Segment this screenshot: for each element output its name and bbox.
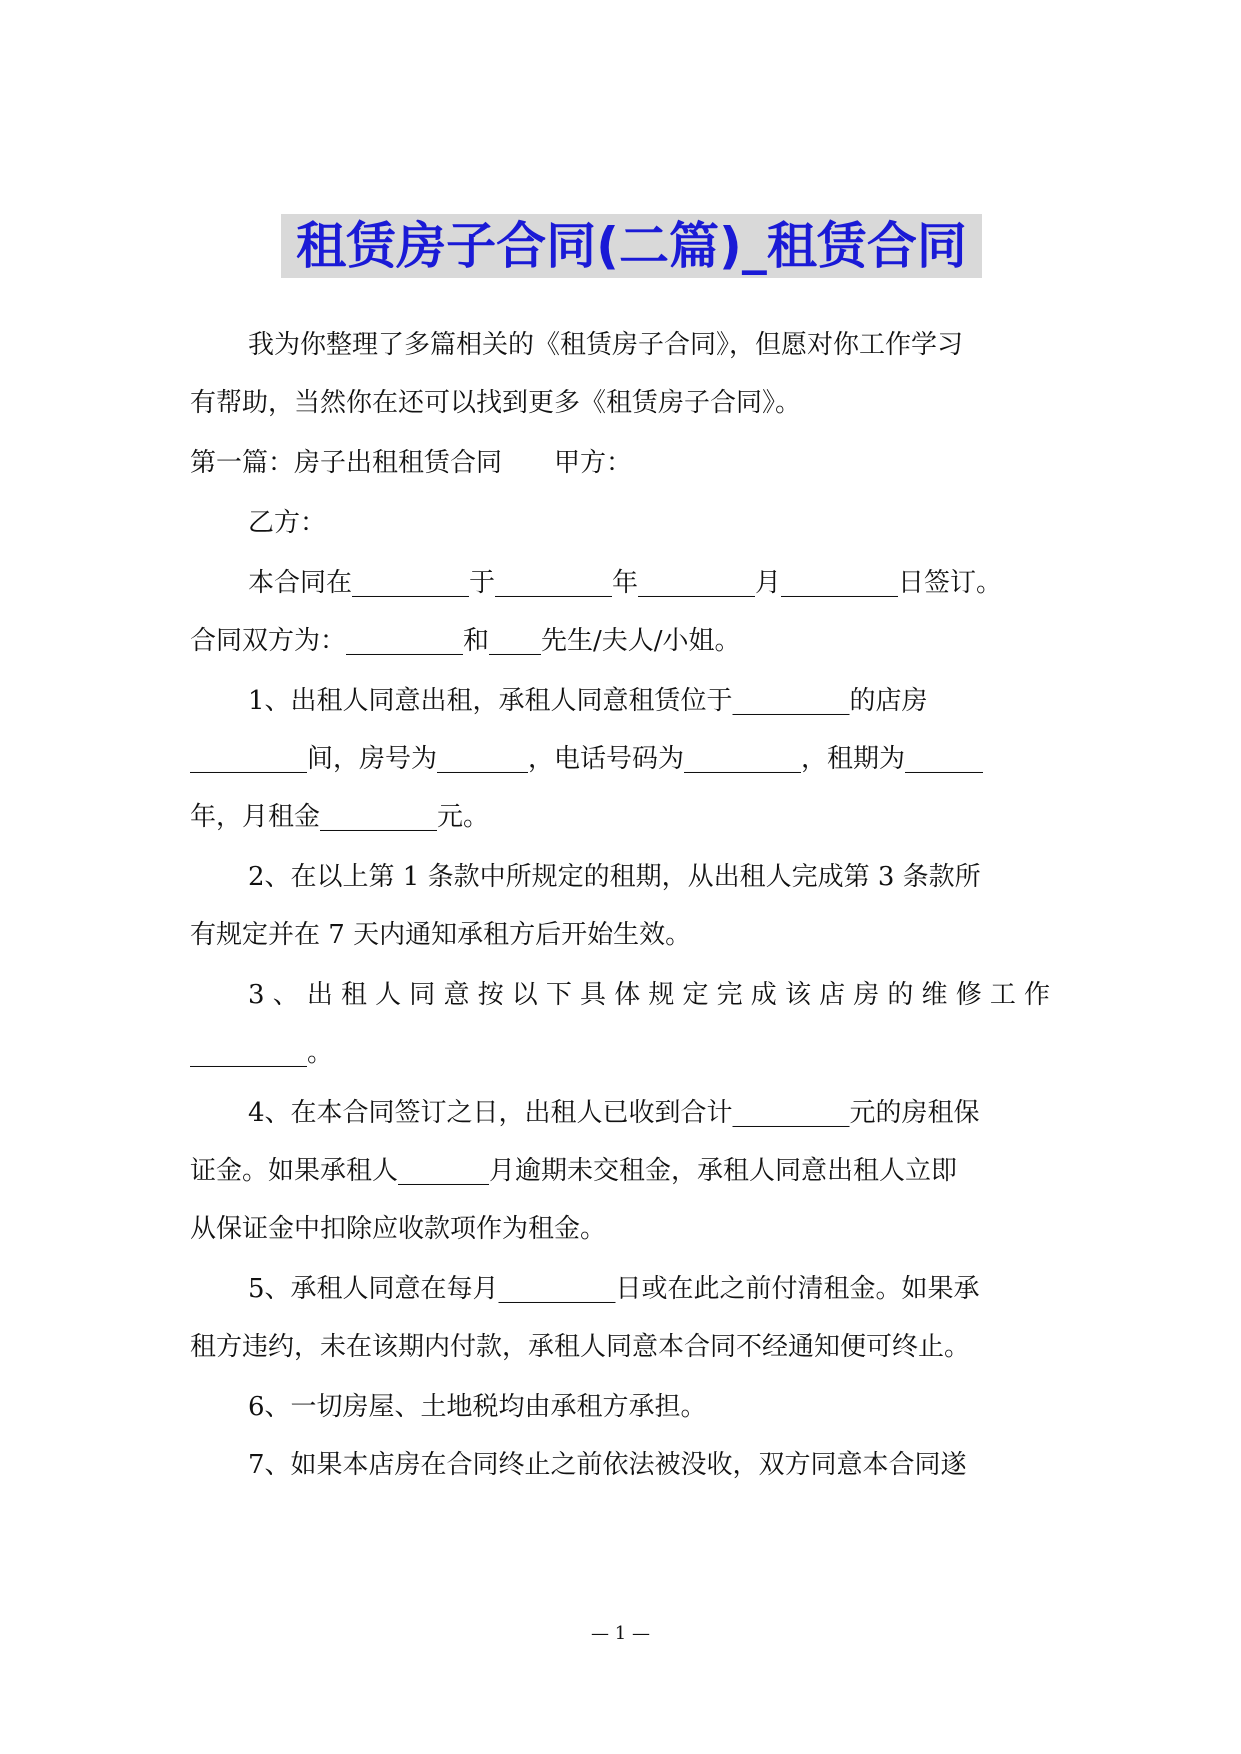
section-heading: 第一篇：房子出租租赁合同 甲方： <box>190 448 633 478</box>
clause-line: 年，月租金_________元。 <box>190 802 490 832</box>
clause-line: 有规定并在 7 天内通知承租方后开始生效。 <box>190 920 692 950</box>
clause-line: 4、在本合同签订之日，出租人已收到合计_________元的房租保 <box>248 1098 980 1128</box>
clause-line: _________。 <box>190 1038 334 1068</box>
clause-line: 1、出租人同意出租，承租人同意租赁位于_________的店房 <box>248 686 928 716</box>
paragraph-line: 乙方： <box>248 508 327 538</box>
paragraph-line: 我为你整理了多篇相关的《租赁房子合同》，但愿对你工作学习 <box>248 330 964 360</box>
clause-line: 6、一切房屋、土地税均由承租方承担。 <box>248 1392 707 1422</box>
paragraph-line: 有帮助，当然你在还可以找到更多《租赁房子合同》。 <box>190 388 802 418</box>
document-title: 租赁房子合同(二篇)_租赁合同 <box>296 217 967 275</box>
clause-line: 从保证金中扣除应收款项作为租金。 <box>190 1214 607 1244</box>
page-number: — 1 — <box>591 1623 650 1644</box>
clause-line: 3、出租人同意按以下具体规定完成该店房的维修工作 <box>248 980 1050 1010</box>
clause-line: 租方违约，未在该期内付款，承租人同意本合同不经通知便可终止。 <box>190 1332 971 1362</box>
paragraph-line: 本合同在_________于_________年_________月_________日签订。 <box>248 568 1003 598</box>
paragraph-line: 合同双方为：_________和____先生/夫人/小姐。 <box>190 626 741 656</box>
clause-line: _________间，房号为_______，电话号码为_________，租期为______ <box>190 744 984 774</box>
clause-line: 5、承租人同意在每月_________日或在此之前付清租金。如果承 <box>248 1274 980 1304</box>
title-highlight <box>281 214 982 278</box>
clause-line: 证金。如果承租人_______月逾期未交租金，承租人同意出租人立即 <box>190 1156 958 1186</box>
clause-line: 7、如果本店房在合同终止之前依法被没收，双方同意本合同遂 <box>248 1450 967 1480</box>
clause-line: 2、在以上第 1 条款中所规定的租期，从出租人完成第 3 条款所 <box>248 862 981 892</box>
